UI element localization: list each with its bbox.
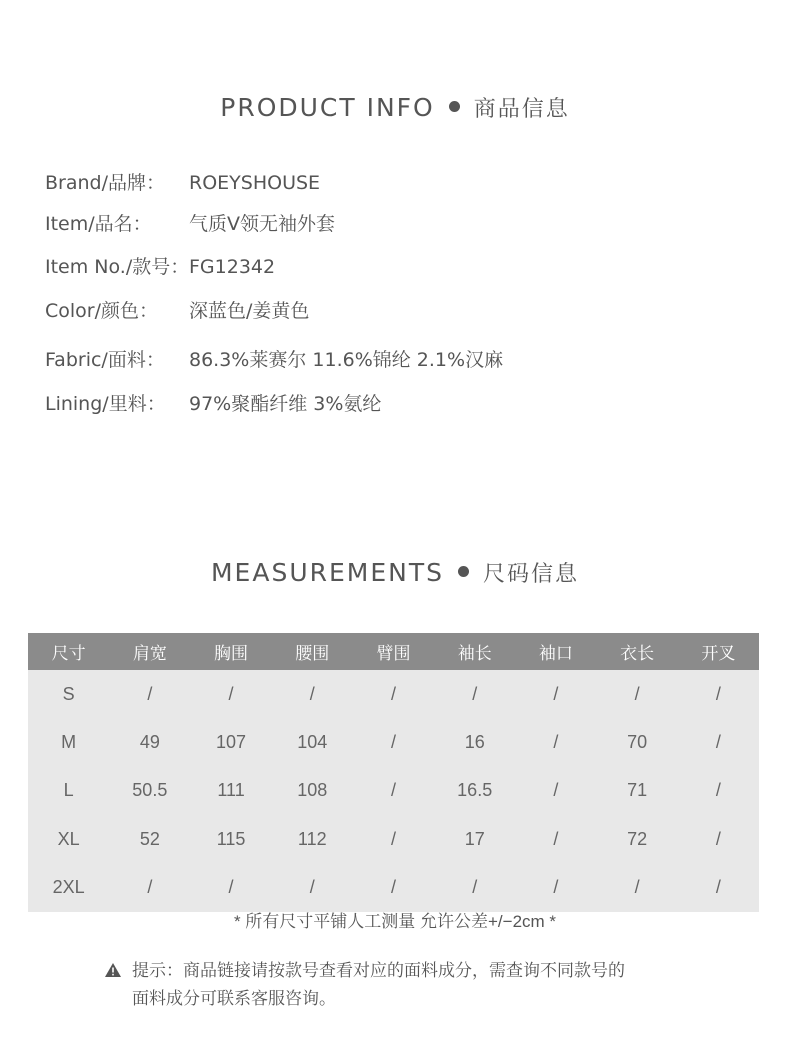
product-info-title-en: PRODUCT INFO [220,93,435,122]
header-cell: 肩宽 [109,633,190,670]
measurements-title-cn: 尺码信息 [483,562,580,587]
measurement-cell: / [678,815,759,863]
measurement-cell: / [109,864,190,912]
header-cell: 开叉 [678,633,759,670]
info-label: Color/颜色： [45,300,159,322]
measurement-cell: / [597,864,678,912]
measurement-cell: / [190,864,271,912]
bullet-dot-icon [449,101,460,112]
info-row-fabric [45,345,503,372]
measurement-cell: / [678,718,759,766]
size-label-cell: L [28,767,109,815]
info-value: 气质V领无袖外套 [189,213,335,235]
info-label: Item/品名： [45,213,152,235]
measurement-cell: 115 [190,815,271,863]
measurement-cell: 52 [109,815,190,863]
measurements-title [0,557,790,588]
measurement-cell: 49 [109,718,190,766]
measurement-cell: / [597,670,678,718]
measurement-cell: 112 [272,815,353,863]
measurement-cell: 17 [434,815,515,863]
warning-icon [104,962,122,978]
header-cell: 衣长 [597,633,678,670]
measurement-cell: / [515,767,596,815]
measurement-cell: / [353,718,434,766]
measurement-cell: 72 [597,815,678,863]
header-cell: 腰围 [272,633,353,670]
info-row-item-no [45,252,275,279]
size-label-cell: M [28,718,109,766]
header-cell: 袖口 [515,633,596,670]
measurement-cell: 70 [597,718,678,766]
size-label-cell: XL [28,815,109,863]
measurement-cell: 111 [190,767,271,815]
measurement-cell: 71 [597,767,678,815]
measurement-cell: / [434,670,515,718]
info-label: Fabric/面料： [45,349,165,371]
measurement-cell: / [109,670,190,718]
tip-line-2: 面料成分可联系客服咨询。 [132,989,336,1009]
measurement-cell: / [353,670,434,718]
measurement-cell: / [272,864,353,912]
measurement-cell: / [515,670,596,718]
measurement-cell: / [190,670,271,718]
measurements-title-en: MEASUREMENTS [210,558,444,587]
info-value: 97%聚酯纤维 3%氨纶 [189,393,382,415]
table-row [28,815,759,863]
info-row-item [45,209,335,236]
size-label-cell: 2XL [28,864,109,912]
measurement-cell: / [434,864,515,912]
table-row [28,718,759,766]
info-label: Item No./款号： [45,256,190,278]
header-cell: 胸围 [190,633,271,670]
info-row-brand [45,168,320,195]
measurement-cell: 16 [434,718,515,766]
size-table-body [28,670,759,912]
header-cell: 臂围 [353,633,434,670]
size-table [28,633,759,912]
measurement-cell: / [353,767,434,815]
measurement-cell: / [678,767,759,815]
measurement-cell: 108 [272,767,353,815]
bullet-dot-icon [458,566,469,577]
info-row-lining [45,389,381,416]
table-row [28,864,759,912]
info-row-color [45,296,309,323]
header-cell: 尺寸 [28,633,109,670]
measurement-cell: 16.5 [434,767,515,815]
info-label: Lining/里料： [45,393,166,415]
product-info-title [0,92,790,123]
size-label-cell: S [28,670,109,718]
measurement-cell: / [515,718,596,766]
info-value: 86.3%莱赛尔 11.6%锦纶 2.1%汉麻 [189,349,504,371]
table-row [28,670,759,718]
info-value: ROEYSHOUSE [189,172,321,194]
header-cell: 袖长 [434,633,515,670]
measurement-cell: / [515,815,596,863]
info-value: 深蓝色/姜黄色 [189,300,310,322]
measurement-cell: / [515,864,596,912]
measurement-cell: 107 [190,718,271,766]
product-info-title-cn: 商品信息 [473,97,570,122]
measurement-cell: / [678,864,759,912]
measurement-cell: / [678,670,759,718]
measurement-cell: / [272,670,353,718]
measurement-cell: 50.5 [109,767,190,815]
size-table-header-row [28,633,759,670]
table-row [28,767,759,815]
info-value: FG12342 [189,256,276,278]
measurement-note: * 所有尺寸平铺人工测量 允许公差+/−2cm * [233,912,557,931]
measurement-cell: / [353,815,434,863]
info-label: Brand/品牌： [45,172,165,194]
measurement-cell: 104 [272,718,353,766]
tip-line-1: 提示：商品链接请按款号查看对应的面料成分，需查询不同款号的 [132,961,625,981]
tip-block [104,957,704,1013]
measurement-cell: / [353,864,434,912]
